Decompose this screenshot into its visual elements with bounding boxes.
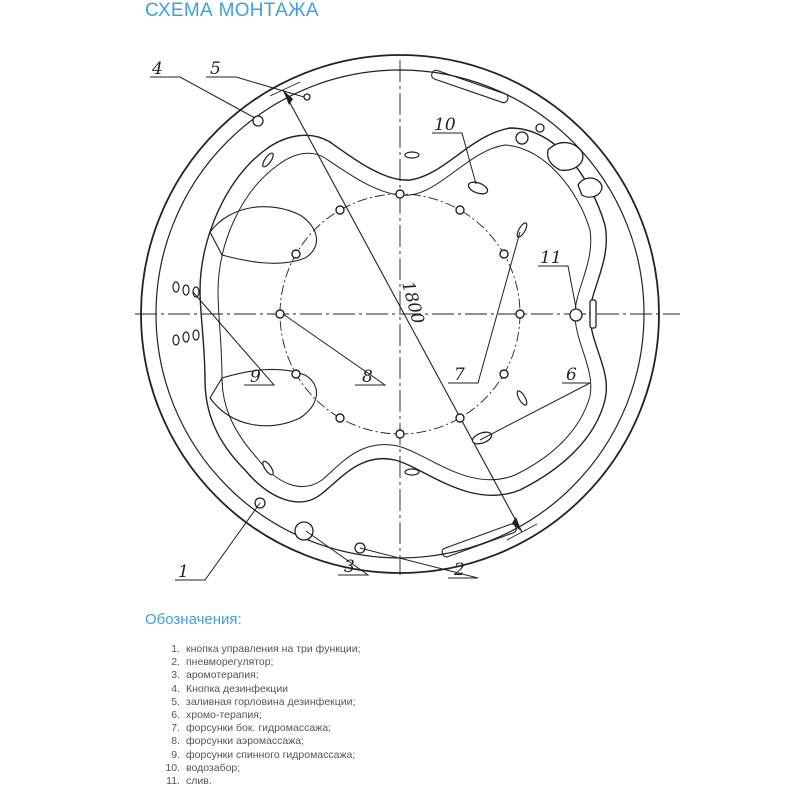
drain <box>570 309 582 321</box>
list-item: 5. заливная горловина дезинфекции; <box>171 695 356 708</box>
callout-4: 4 <box>152 59 163 79</box>
list-item: 1. кнопка управления на три функции; <box>171 643 361 655</box>
page-title: СХЕМА МОНТАЖА <box>145 0 319 21</box>
list-item: 9. форсунки спинного гидромассажа; <box>171 748 356 761</box>
callout-9: 9 <box>250 367 261 387</box>
callout-2: 2 <box>454 560 465 580</box>
callout-6: 6 <box>566 365 577 385</box>
callout-5: 5 <box>210 59 221 79</box>
dimension-label: 1800 <box>397 279 428 327</box>
callout-10: 10 <box>434 115 456 135</box>
chromo-lights <box>467 180 493 446</box>
callout-8: 8 <box>362 367 373 387</box>
aromatherapy <box>295 522 313 540</box>
list-item: 4. Кнопка дезинфекции <box>171 682 289 695</box>
list-item: 10. водозабор; <box>165 761 241 774</box>
callout-3: 3 <box>344 557 355 577</box>
legend-title: Обозначения: <box>145 611 242 628</box>
left-seat-lower <box>210 369 316 425</box>
faucet <box>548 143 583 171</box>
list-item: 7. форсунки бок. гидромассажа; <box>171 722 331 735</box>
legend-list <box>160 643 361 788</box>
bowl-outline <box>200 128 606 502</box>
list-item: 2. пневморегулятор; <box>171 656 274 669</box>
callout-11: 11 <box>540 248 562 268</box>
list-item: 8. форсунки аэромассажа; <box>171 735 305 748</box>
list-item: 6. хромо-терапия; <box>171 709 262 722</box>
callout-1: 1 <box>178 562 189 582</box>
rim-fixtures <box>253 94 602 553</box>
disinfection-filler <box>304 94 310 100</box>
list-item: 3. аромотерапия; <box>171 669 259 682</box>
dimension-line <box>283 90 522 532</box>
back-jets <box>173 282 199 345</box>
callout-7: 7 <box>454 365 465 385</box>
list-item: 11. слив. <box>166 775 212 788</box>
